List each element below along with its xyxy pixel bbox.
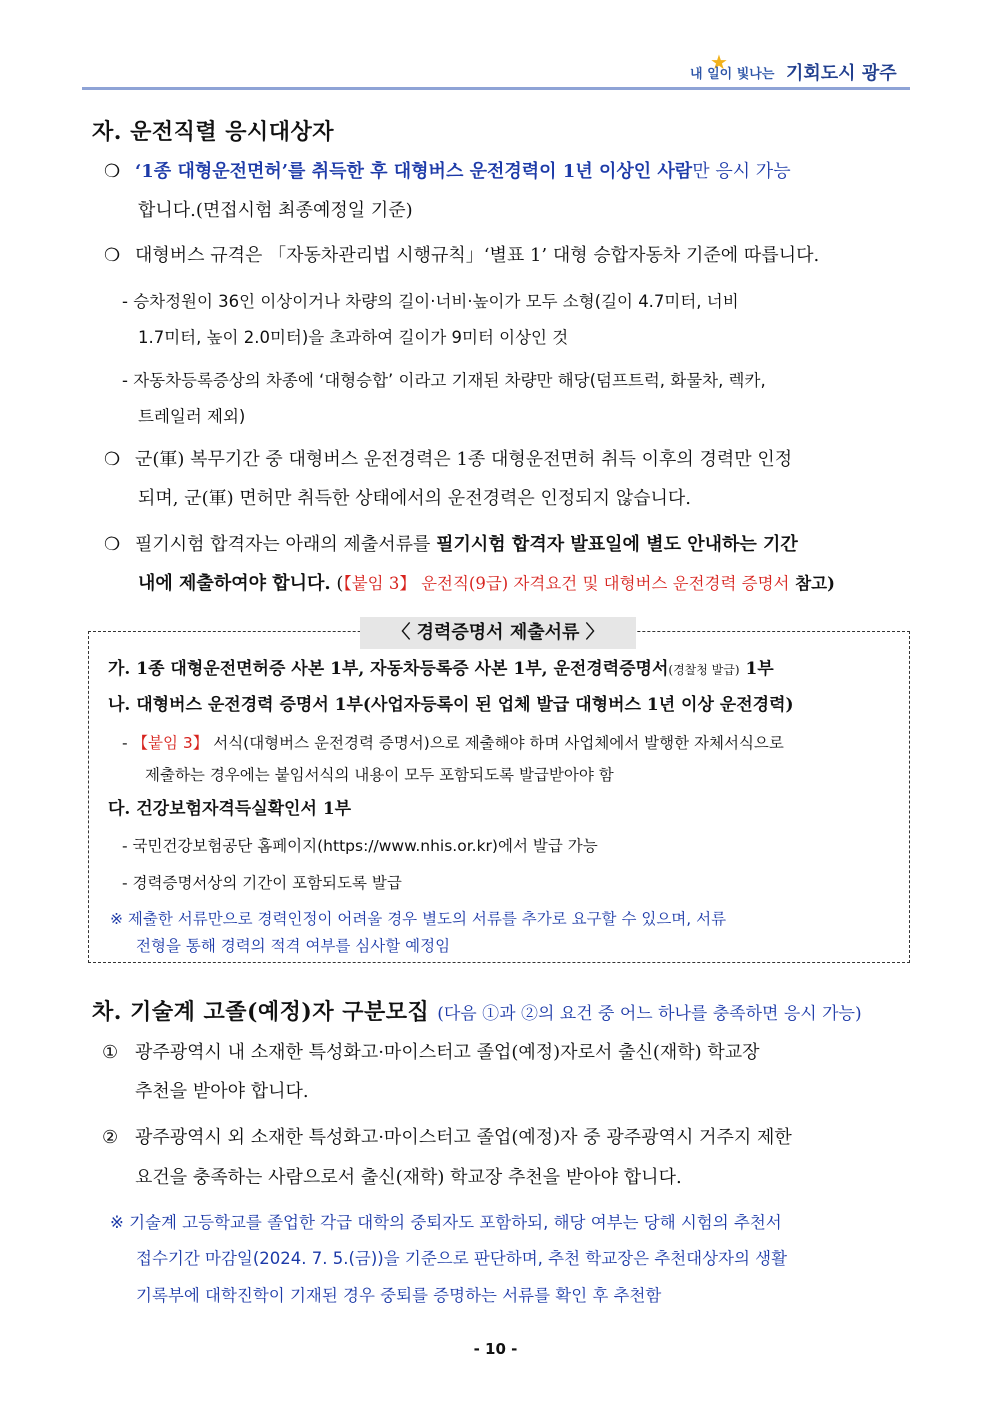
doc-item-na: 나. 대형버스 운전경력 증명서 1부(사업자등록이 된 업체 발급 대형버스 1년 이상 운전경력) bbox=[108, 695, 794, 715]
doc-note-line1: ※ 제출한 서류만으로 경력인정이 어려울 경우 별도의 서류를 추가로 요구할 수 있으며, 서류 bbox=[110, 910, 727, 928]
header-rule bbox=[82, 87, 910, 90]
tech-item1-line2: 추천을 받아야 합니다. bbox=[135, 1081, 309, 1102]
section-title-driving: 자. 운전직렬 응시대상자 bbox=[92, 119, 334, 145]
documents-box-title: 〈 경력증명서 제출서류 〉 bbox=[360, 617, 636, 649]
bullet-circle: ❍ bbox=[104, 449, 121, 470]
na-sub-text: 서식(대형버스 운전경력 증명서)으로 제출해야 하며 사업체에서 발행한 자체서식으로 bbox=[213, 734, 784, 752]
bullet-two: ② bbox=[102, 1127, 119, 1148]
doc-item-na-sub-line2: 제출하는 경우에는 붙임서식의 내용이 모두 포함되도록 발급받아야 함 bbox=[145, 766, 614, 784]
bullet-one: ① bbox=[102, 1042, 119, 1063]
item4-paren-close: 참고) bbox=[795, 574, 835, 593]
item1-line1 bbox=[135, 160, 911, 184]
tech-item2-line2: 요건을 충족하는 사람으로서 출신(재학) 학교장 추천을 받아야 합니다. bbox=[135, 1167, 682, 1188]
item4-line2-bold: 내에 제출하여야 합니다. bbox=[138, 573, 331, 594]
attachment-ref: 【붙임 3】 bbox=[132, 734, 209, 752]
doc-item-da-sub1: - 국민건강보험공단 홈페이지(https://www.nhis.or.kr)에서 발급 가능 bbox=[122, 837, 598, 855]
item4-paren-open: ( bbox=[336, 573, 344, 594]
tech-item2-line1: 광주광역시 외 소재한 특성화고·마이스터고 졸업(예정)자 중 광주광역시 거주지 제한 bbox=[135, 1127, 792, 1148]
dash: - bbox=[122, 734, 128, 752]
section-title-technical-text: 차. 기술계 고졸(예정)자 구분모집 bbox=[92, 999, 430, 1025]
item3-line2: 되며, 군(軍) 면허만 취득한 상태에서의 운전경력은 인정되지 않습니다. bbox=[138, 488, 692, 509]
doc-note-line2: 전형을 통해 경력의 적격 여부를 심사할 예정임 bbox=[136, 937, 451, 955]
logo-big-text: 기회도시 광주 bbox=[786, 63, 897, 84]
item2-sub1-line1: - 승차정원이 36인 이상이거나 차량의 길이·너비·높이가 모두 소형(길이 4.7미터, 너비 bbox=[122, 292, 739, 311]
doc-item-da: 다. 건강보험자격득실확인서 1부 bbox=[108, 799, 352, 819]
page-header-logo bbox=[680, 52, 910, 86]
bullet-circle: ❍ bbox=[104, 534, 121, 555]
item4-line1-bold: 필기시험 합격자 발표일에 별도 안내하는 기간 bbox=[436, 534, 798, 555]
doc-item-ga-text: 가. 1종 대형운전면허증 사본 1부, 자동차등록증 사본 1부, 운전경력증명서 bbox=[108, 659, 669, 679]
doc-item-da-sub2: - 경력증명서상의 기간이 포함되도록 발급 bbox=[122, 874, 402, 892]
item1-tail: 만 응시 가능 bbox=[692, 161, 791, 182]
section-title-technical bbox=[92, 995, 862, 1026]
item4-line2 bbox=[138, 572, 835, 596]
page-number: - 10 - bbox=[473, 1340, 518, 1358]
item4-line1 bbox=[135, 533, 798, 557]
tech-note-line2: 접수기간 마감일(2024. 7. 5.(금))을 기준으로 판단하며, 추천 학교장은 추천대상자의 생활 bbox=[136, 1249, 788, 1268]
bullet-circle: ❍ bbox=[104, 161, 121, 182]
logo-small-text: 내 일이 빛나는 bbox=[690, 67, 775, 82]
item2-sub2-line1: - 자동차등록증상의 차종에 ‘대형승합’ 이라고 기재된 차량만 해당(덤프트럭, 화물차, 렉카, bbox=[122, 371, 766, 390]
item1-emphasis: ‘1종 대형운전면허’를 취득한 후 대형버스 운전경력이 1년 이상인 사람 bbox=[135, 161, 693, 182]
item1-line2: 합니다.(면접시험 최종예정일 기준) bbox=[138, 200, 413, 221]
item2-sub1-line2: 1.7미터, 높이 2.0미터)을 초과하여 길이가 9미터 이상인 것 bbox=[138, 328, 569, 347]
item4-attachment-ref: 【붙임 3】 운전직(9급) 자격요건 및 대형버스 운전경력 증명서 bbox=[343, 574, 790, 593]
tech-note-line3: 기록부에 대학진학이 기재된 경우 중퇴를 증명하는 서류를 확인 후 추천함 bbox=[136, 1286, 662, 1305]
item2-line1: 대형버스 규격은 「자동차관리법 시행규칙」‘별표 1’ 대형 승합자동차 기준에 따릅니다. bbox=[135, 245, 820, 266]
star-icon: ★ bbox=[710, 50, 728, 74]
item3-line1: 군(軍) 복무기간 중 대형버스 운전경력은 1종 대형운전면허 취득 이후의 경력만 인정 bbox=[135, 449, 793, 470]
section-title-technical-note: (다음 ①과 ②의 요건 중 어느 하나를 충족하면 응시 가능) bbox=[437, 1004, 862, 1024]
tech-note-line1: ※ 기술계 고등학교를 졸업한 각급 대학의 중퇴자도 포함하되, 해당 여부는 당해 시험의 추천서 bbox=[110, 1213, 782, 1232]
tech-item1-line1: 광주광역시 내 소재한 특성화고·마이스터고 졸업(예정)자로서 출신(재학) 학교장 bbox=[135, 1042, 760, 1063]
doc-item-ga-count: 1부 bbox=[745, 659, 774, 679]
doc-item-ga bbox=[108, 657, 774, 682]
doc-item-ga-note: (경찰청 발급) bbox=[668, 663, 740, 677]
bullet-circle: ❍ bbox=[104, 245, 121, 266]
item4-line1-a: 필기시험 합격자는 아래의 제출서류를 bbox=[135, 534, 431, 555]
item2-sub2-line2: 트레일러 제외) bbox=[138, 407, 246, 426]
doc-item-na-sub-line1 bbox=[122, 731, 784, 755]
